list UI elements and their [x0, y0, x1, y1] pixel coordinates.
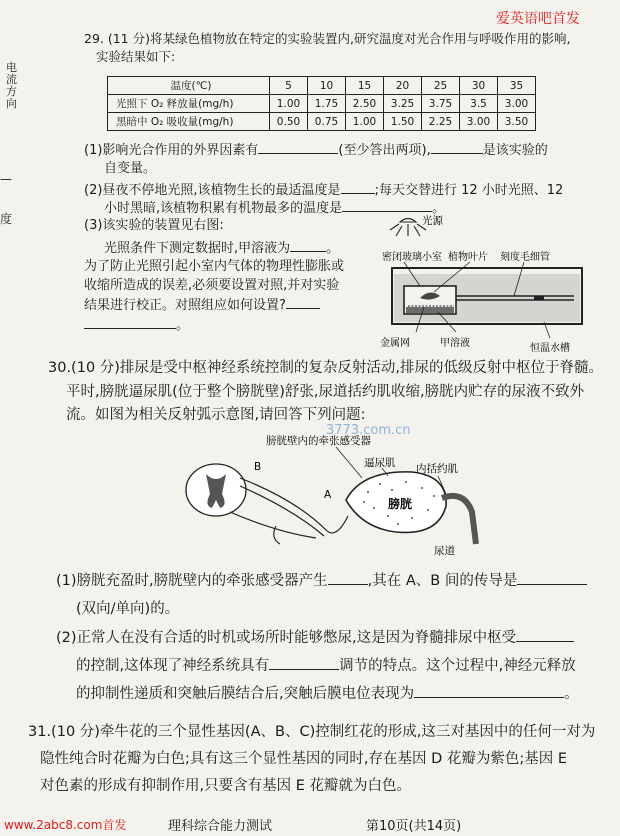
q29-p3-text-d: 。 [176, 318, 190, 333]
q29-p1-text-c: 是该实验的 [482, 143, 548, 158]
q30-p2-text-a: (2)正常人在没有合适的时机或场所时能够憋尿,这是因为脊髓排尿中枢受 [56, 630, 517, 646]
table-cell: 30 [460, 77, 498, 95]
q29-p2-text-c: 小时黑暗,该植物积累有机物最多的温度是 [104, 201, 343, 216]
table-row-label: 光照下 O₂ 释放量(mg/h) [108, 95, 270, 113]
q29-part3-line5 [84, 316, 189, 335]
q30-intro-line2: 平时,膀胱逼尿肌(位于整个膀胱壁)舒张,尿道括约肌收缩,膀胱内贮存的尿液不致外 [66, 384, 585, 400]
answer-blank[interactable] [328, 572, 368, 585]
answer-blank[interactable] [431, 141, 483, 154]
label-detrusor: 逼尿肌 [364, 457, 396, 469]
label-urethra: 尿道 [434, 545, 455, 557]
q30-part2-line1 [56, 627, 574, 649]
footer-page-number: 第10页(共14页) [366, 819, 462, 834]
table-row [108, 95, 536, 113]
margin-dash: — [0, 172, 12, 186]
table-header-label: 温度(℃) [108, 77, 270, 95]
q29-part1-line2: 自变量。 [104, 161, 157, 176]
label-a: A [324, 489, 332, 501]
table-cell: 1.75 [308, 95, 346, 113]
table-cell: 3.75 [422, 95, 460, 113]
label-light-source: 光源 [422, 215, 443, 227]
q29-p3-text-b: 。 [326, 241, 340, 256]
label-mesh: 金属网 [380, 338, 410, 349]
q29-p2-text-d: 。 [432, 201, 446, 216]
answer-blank[interactable] [84, 316, 176, 329]
q29-intro-line1: 29. (11 分)将某绿色植物放在特定的实验装置内,研究温度对光合作用与呼吸作用的影响, [84, 31, 571, 46]
reflex-arc-diagram [176, 420, 506, 570]
q29-part3-line1 [104, 239, 339, 258]
q30-intro-line1: 30.(10 分)排尿是受中枢神经系统控制的复杂反射活动,排尿的低级反射中枢位于脊髓。 [48, 360, 604, 376]
label-capillary: 刻度毛细管 [500, 252, 550, 263]
answer-blank[interactable] [286, 296, 320, 309]
q29-p1-text-a: (1)影响光合作用的外界因素有 [84, 143, 259, 158]
answer-blank[interactable] [342, 199, 432, 212]
label-chamber: 密闭玻璃小室 [382, 252, 442, 263]
table-cell: 0.75 [308, 113, 346, 131]
label-bladder: 膀胱 [388, 497, 413, 511]
table-row [108, 113, 536, 131]
apparatus-figure [374, 214, 590, 356]
table-cell: 3.00 [460, 113, 498, 131]
table-cell: 25 [422, 77, 460, 95]
answer-blank[interactable] [516, 629, 574, 642]
table-cell: 10 [308, 77, 346, 95]
q29-p2-text-b: ;每天交替进行 12 小时光照、12 [374, 183, 564, 198]
q29-p3-text-a: 光照条件下测定数据时,甲溶液为 [104, 241, 291, 256]
light-source-icon [390, 219, 426, 237]
q30-p2-text-b: 的控制,这体现了神经系统具有 [76, 658, 270, 674]
q31-line1: 31.(10 分)牵牛花的三个显性基因(A、B、C)控制红花的形成,这三对基因中的任何一对为 [28, 724, 596, 740]
q30-p1-text-b: ,其在 A、B 间的传导是 [367, 573, 518, 589]
table-cell: 2.25 [422, 113, 460, 131]
table-cell: 3.5 [460, 95, 498, 113]
label-leaf: 植物叶片 [448, 252, 488, 263]
margin-label-current-direction: 电流方向 [6, 61, 17, 110]
table-cell: 20 [384, 77, 422, 95]
label-solution: 甲溶液 [440, 338, 470, 349]
q31-line3: 对色素的形成有抑制作用,只要含有基因 E 花瓣就为白色。 [40, 778, 411, 794]
answer-blank[interactable] [258, 141, 338, 154]
table-cell: 35 [498, 77, 536, 95]
table-cell: 0.50 [270, 113, 308, 131]
q29-p3-text-c: 结果进行校正。对照组应如何设置? [84, 298, 286, 313]
q30-p2-text-d: 的抑制性递质和突触后膜结合后,突触后膜电位表现为 [76, 686, 415, 702]
q30-p2-text-e: 。 [564, 686, 579, 702]
answer-blank[interactable] [517, 572, 587, 585]
label-sphincter: 内括约肌 [416, 463, 458, 475]
q29-results-table [107, 76, 536, 131]
margin-label-degree: 度 [0, 212, 13, 226]
watermark-top: 爱英语吧首发 [496, 11, 580, 27]
table-cell: 15 [346, 77, 384, 95]
nerve-b [240, 478, 348, 533]
table-cell: 3.00 [498, 95, 536, 113]
q29-p2-text-a: (2)昼夜不停地光照,该植物生长的最适温度是 [84, 183, 341, 198]
urethra [442, 496, 476, 544]
q29-part3-line3: 收缩所造成的误差,必须要设置对照,并对实验 [84, 278, 340, 293]
table-cell: 1.00 [346, 113, 384, 131]
q30-part2-line3 [76, 683, 579, 705]
q29-part3-line4 [84, 296, 320, 315]
answer-blank[interactable] [290, 239, 326, 252]
table-row-label: 黑暗中 O₂ 吸收量(mg/h) [108, 113, 270, 131]
answer-blank[interactable] [414, 685, 564, 698]
label-water-bath: 恒温水槽 [530, 343, 570, 354]
table-cell: 5 [270, 77, 308, 95]
q29-p1-text-b: (至少答出两项), [338, 143, 431, 158]
q30-p2-text-c: 调节的特点。这个过程中,神经元释放 [339, 658, 576, 674]
label-b: B [254, 461, 262, 473]
q30-part2-line2 [76, 655, 576, 677]
q29-part3-line2: 为了防止光照引起小室内气体的物理性膨胀或 [84, 259, 345, 274]
q29-intro-line2: 实验结果如下: [96, 49, 176, 64]
footer-subject: 理科综合能力测试 [168, 819, 273, 834]
table-cell: 3.50 [498, 113, 536, 131]
label-stretch-receptor: 膀胱壁内的牵张感受器 [266, 435, 371, 447]
table-cell: 1.00 [270, 95, 308, 113]
nerve-a [230, 512, 316, 538]
q30-intro-line3: 流。如图为相关反射弧示意图,请回答下列问题: [66, 407, 366, 423]
site-watermark: 3773.com.cn [326, 423, 411, 438]
table-header-row [108, 77, 536, 95]
answer-blank[interactable] [269, 657, 339, 670]
solution-jia [406, 307, 454, 313]
q29-part1-line1 [84, 141, 548, 160]
footer-site-watermark: www.2abc8.com首发 [4, 818, 127, 832]
q31-line2: 隐性纯合时花瓣为白色;具有这三个显性基因的同时,存在基因 D 花瓣为紫色;基因 E [40, 751, 568, 767]
q30-part1-line2: (双向/单向)的。 [76, 601, 180, 617]
table-cell: 1.50 [384, 113, 422, 131]
q30-p1-text-a: (1)膀胱充盈时,膀胱壁内的牵张感受器产生 [56, 573, 328, 589]
table-cell: 2.50 [346, 95, 384, 113]
answer-blank[interactable] [341, 181, 375, 194]
q29-part3-title: (3)该实验的装置见右图: [84, 218, 224, 233]
q29-part2-line1 [84, 181, 563, 200]
spinal-cord [186, 464, 246, 516]
table-cell: 3.25 [384, 95, 422, 113]
q30-part1-line1 [56, 570, 587, 592]
